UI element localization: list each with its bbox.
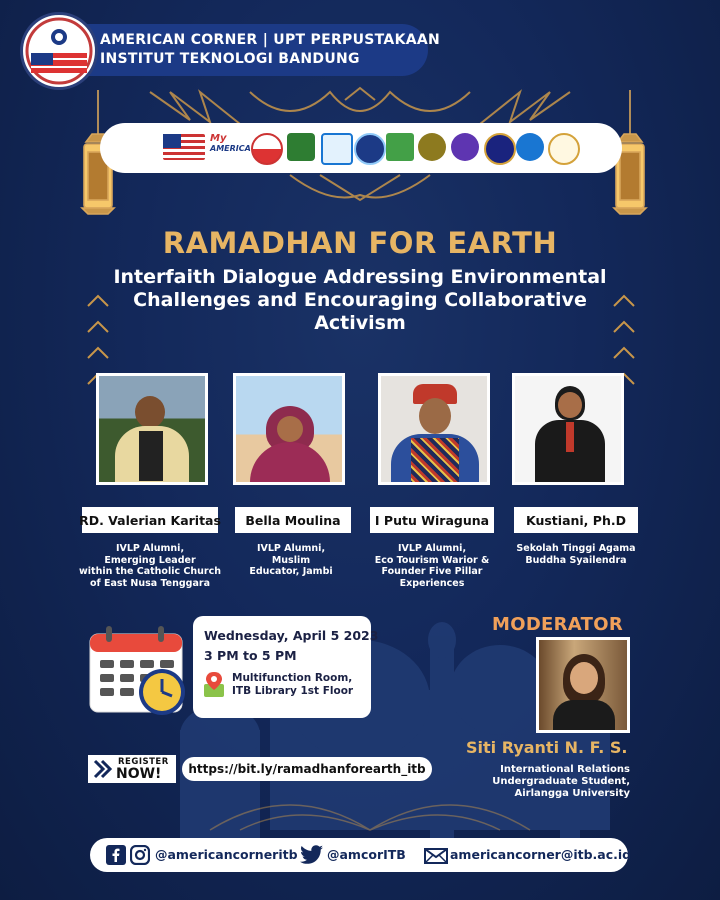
event-subtitle: Interfaith Dialogue Addressing Environmental Challenges and Encouraging Collaborative Activism [113, 266, 607, 334]
event-date: Wednesday, April 5 2023 [204, 628, 379, 643]
speaker-photo-1 [96, 373, 208, 485]
event-location-line1: Multifunction Room, [232, 672, 353, 684]
institution-logo-7 [516, 133, 544, 161]
register-label-top: REGISTER [118, 757, 169, 767]
institution-logo-3 [386, 133, 414, 161]
speaker-name-3: I Putu Wiraguna [370, 507, 494, 533]
speaker-name-2: Bella Moulina [235, 507, 351, 533]
moderator-desc-line3: Airlangga University [514, 788, 630, 799]
speaker-photo-4 [512, 373, 624, 485]
moderator-label: MODERATOR [492, 614, 623, 635]
my-america-logo: My AMERICA [210, 133, 251, 153]
speaker-name-1: RD. Valerian Karitas [82, 507, 218, 533]
social-handle-itb[interactable]: @americancorneritb [155, 847, 298, 862]
register-label-bottom: NOW! [116, 766, 162, 782]
instagram-icon[interactable] [130, 845, 150, 865]
twitter-handle[interactable]: @amcorITB [327, 847, 406, 862]
header-org-line1: AMERICAN CORNER | UPT PERPUSTAKAAN [100, 32, 440, 48]
american-corner-itb-logo [20, 12, 98, 90]
email-icon[interactable] [424, 848, 448, 864]
moderator-desc-line1: International Relations [500, 764, 630, 775]
institution-logo-8 [548, 133, 580, 165]
speaker-desc-4: Sekolah Tinggi Agama Buddha Syailendra [516, 543, 636, 566]
registration-link[interactable]: https://bit.ly/ramadhanforearth_itb [188, 762, 426, 776]
moderator-desc-line2: Undergraduate Student, [492, 776, 630, 787]
moderator-name: Siti Ryanti N. F. S. [466, 738, 628, 757]
event-time: 3 PM to 5 PM [204, 648, 297, 663]
calendar-clock-icon [88, 624, 192, 716]
speaker-photo-3 [378, 373, 490, 485]
speaker-desc-1: IVLP Alumni, Emerging Leader within the Catholic Church of East Nusa Tenggara [79, 543, 221, 589]
email-address[interactable]: americancorner@itb.ac.id [450, 847, 632, 862]
us-flag-logo [163, 134, 205, 160]
twitter-icon[interactable] [300, 845, 324, 865]
map-pin-icon [203, 670, 225, 698]
double-chevron-right-icon [92, 758, 114, 780]
speaker-desc-2: IVLP Alumni, Muslim Educator, Jambi [249, 543, 333, 577]
event-location-line2: ITB Library 1st Floor [232, 685, 354, 697]
institution-logo-5 [451, 133, 479, 161]
uin-logo [321, 133, 353, 165]
american-corner-logo [251, 133, 283, 165]
institution-logo-4 [418, 133, 446, 161]
header-org-line2: INSTITUT TEKNOLOGI BANDUNG [100, 51, 360, 67]
speaker-photo-2 [233, 373, 345, 485]
institution-logo-2 [354, 133, 386, 165]
facebook-icon[interactable] [106, 845, 126, 865]
speaker-desc-3: IVLP Alumni, Eco Tourism Warior & Founder Five Pillar Experiences [374, 543, 490, 589]
institution-logo-1 [287, 133, 315, 161]
speaker-name-4: Kustiani, Ph.D [514, 507, 638, 533]
moderator-photo [536, 637, 630, 733]
event-title: RAMADHAN FOR EARTH [162, 226, 558, 260]
institution-logo-6 [484, 133, 516, 165]
